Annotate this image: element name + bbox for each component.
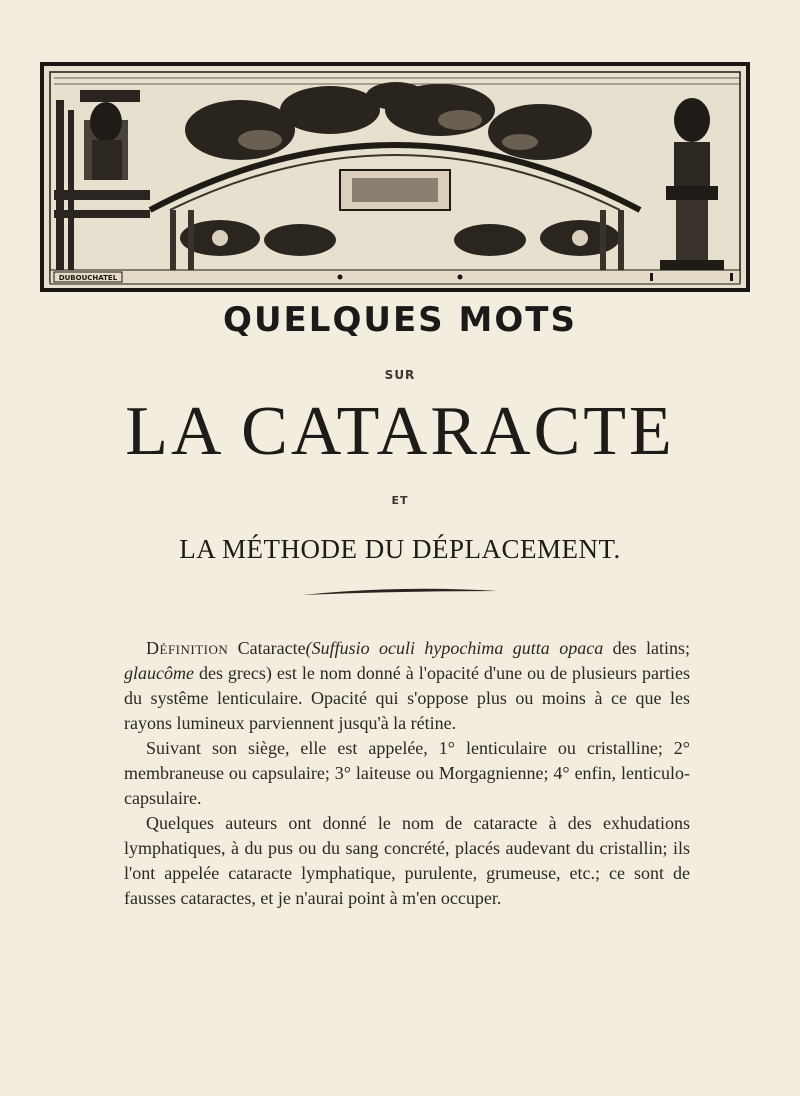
headpiece-label: DUBOUCHATEL (58, 274, 118, 282)
text-latins: des latins; (603, 638, 690, 658)
paragraph-classification: Suivant son siège, elle est appelée, 1° lenticulaire ou cristalline; 2° membraneuse ou capsulaire; 3° laiteuse ou Morgagnienne; 4° enfin, lenticulo-capsulaire. (124, 738, 690, 808)
paragraph-fausses-cataractes: Quelques auteurs ont donné le nom de cataracte à des exhudations lymphatiques, à du pus ou du sang concrété, placés audevant du cristallin; ils l'ont appelée cataracte lymphatique, purulente, grumeuse, etc.; ce sont de fausses cataractes, et je n'aurai point à m'en occuper. (124, 813, 690, 908)
body-text (124, 636, 690, 911)
text-definition: des grecs) est le nom donné à l'opacité d'une ou de plusieurs parties du systême lenticulaire. Opacité qui s'oppose plus ou moins à ce que les rayons lumineux parviennent jusqu'à la rétine. (124, 663, 690, 733)
text-cataracte: Cataracte (228, 638, 306, 658)
title-methode: LA MÉTHODE DU DÉPLACEMENT. (179, 534, 621, 564)
title-la-cataracte: LA CATARACTE (125, 393, 675, 470)
greek-term: glaucôme (124, 663, 194, 683)
definition-lead: Définition (146, 638, 229, 658)
engraved-headpiece (40, 60, 752, 292)
title-quelques-mots: QUELQUES MOTS (223, 300, 577, 340)
paragraph-definition (124, 636, 690, 736)
latin-term: (Suffusio oculi hypochima gutta opaca (305, 638, 604, 658)
title-et: ET (391, 494, 409, 507)
decorative-rule (300, 585, 500, 599)
title-sur: SUR (384, 368, 416, 382)
